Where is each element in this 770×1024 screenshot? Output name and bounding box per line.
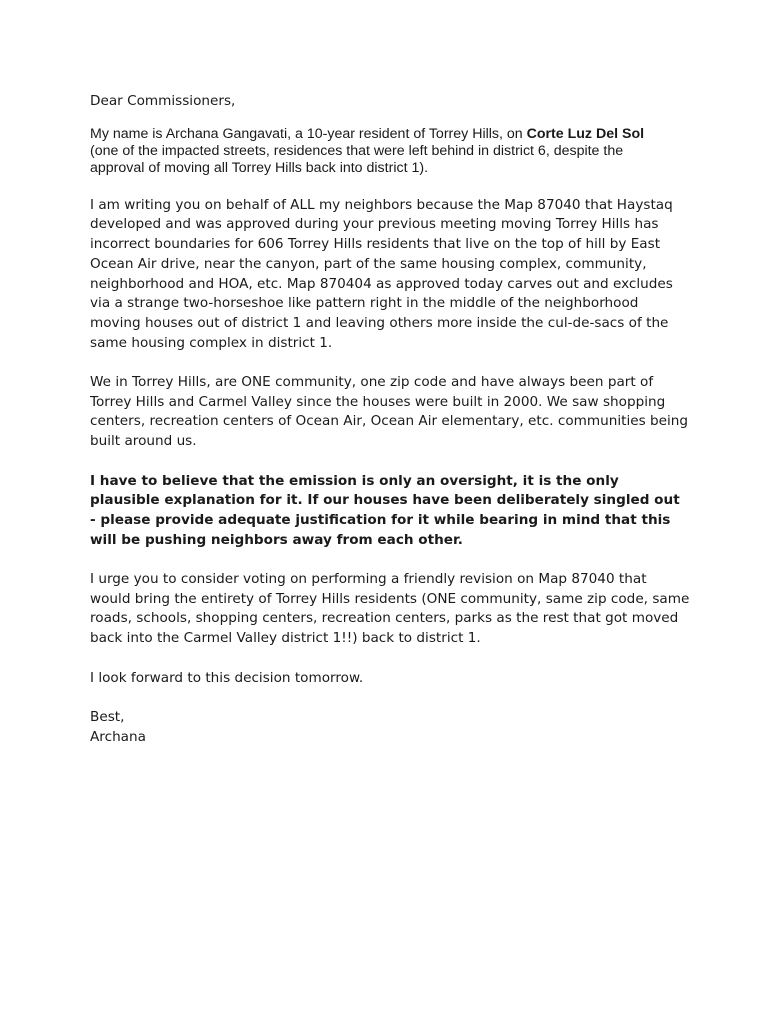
paragraph-request: I urge you to consider voting on performing a friendly revision on Map 87040 that would bring the entirety of Torrey Hills residents (ONE community, same zip code, same roads, schools, shopping centers, recreation centers, parks as the rest that got moved back into the Carmel Valley district 1!!) back to district 1. <box>90 571 690 647</box>
intro-paragraph <box>90 126 675 177</box>
intro-text-end: (one of the impacted streets, residences that were left behind in district 6, despite the approval of moving all Torrey Hills back into district 1). <box>90 142 624 176</box>
letter-body <box>90 92 690 747</box>
paragraph-community: We in Torrey Hills, are ONE community, one zip code and have always been part of Torrey Hills and Carmel Valley since the houses were built in 2000. We saw shopping centers, recreation centers of Ocean Air, Ocean Air elementary, etc. communities being built around us. <box>90 374 689 450</box>
signature-name: Archana <box>90 728 146 745</box>
paragraph-oversight: I have to believe that the emission is only an oversight, it is the only plausible explanation for it. If our houses have been deliberately singled out - please provide adequate justification for it while bearing in mind that this will be pushing neighbors away from each other. <box>90 472 680 548</box>
paragraph-map-boundaries: I am writing you on behalf of ALL my neighbors because the Map 87040 that Haystaq developed and was approved during your previous meeting moving Torrey Hills has incorrect boundaries for 606 Torrey Hills residents that live on the top of hill by East Ocean Air drive, near the canyon, part of the same housing complex, community, neighborhood and HOA, etc. Map 870404 as approved today carves out and excludes via a strange two-horseshoe like pattern right in the middle of the neighborhood moving houses out of district 1 and leaving others more inside the cul-de-sacs of the same housing complex in district 1. <box>90 196 673 351</box>
salutation: Dear Commissioners, <box>90 93 236 109</box>
intro-text-start: My name is Archana Gangavati, a 10-year resident of Torrey Hills, on <box>90 125 527 142</box>
signoff: Best, <box>90 708 125 725</box>
street-name: Corte Luz Del Sol <box>526 125 645 142</box>
paragraph-closing: I look forward to this decision tomorrow. <box>90 669 364 686</box>
